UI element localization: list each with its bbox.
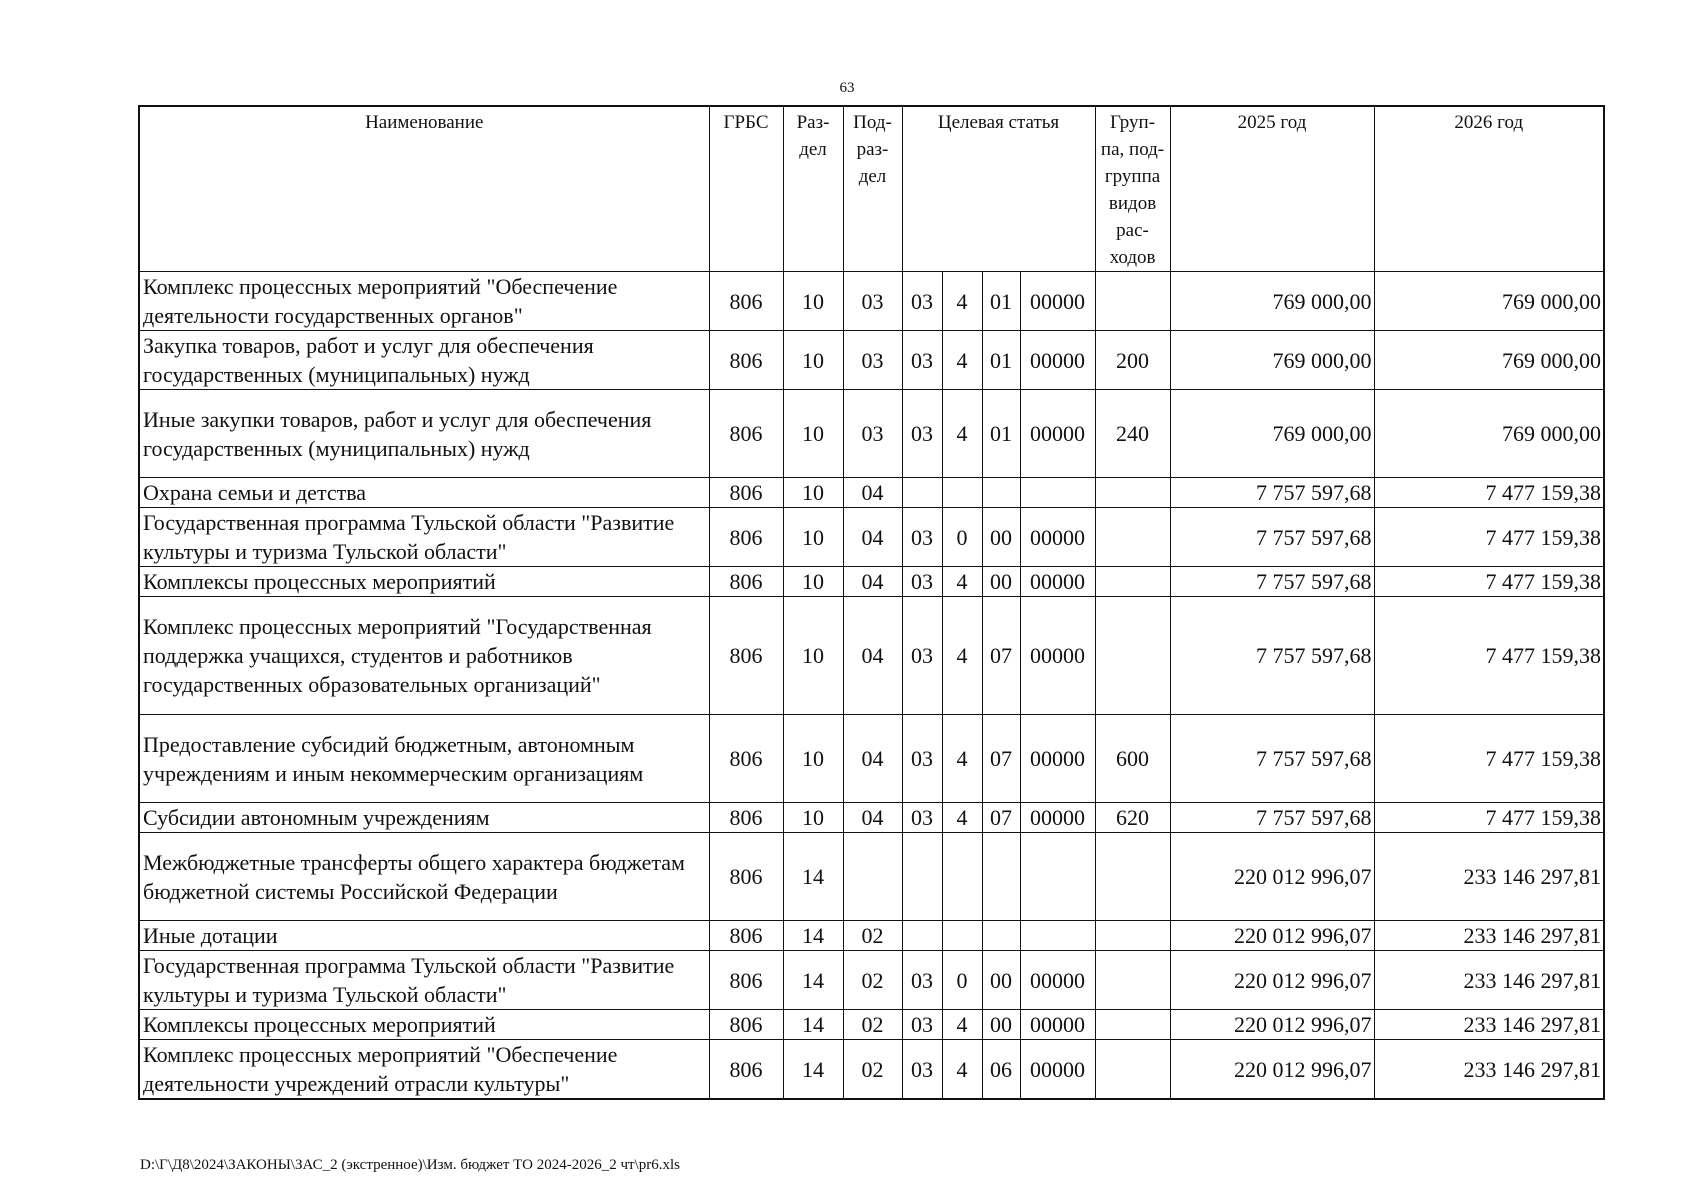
cell-podrazdel: 04 xyxy=(843,715,902,803)
cell-amount-2025: 769 000,00 xyxy=(1170,390,1374,478)
cell-amount-2025: 7 757 597,68 xyxy=(1170,508,1374,567)
cell-podrazdel: 03 xyxy=(843,272,902,331)
cell-target-subprogram: 01 xyxy=(982,390,1020,478)
cell-target-type: 4 xyxy=(942,1010,982,1040)
cell-target-type xyxy=(942,478,982,508)
table-row xyxy=(139,478,1604,508)
cell-grbs: 806 xyxy=(709,951,783,1010)
cell-expense-group xyxy=(1095,508,1170,567)
cell-grbs: 806 xyxy=(709,390,783,478)
cell-amount-2026: 233 146 297,81 xyxy=(1374,833,1604,921)
cell-name: Комплекс процессных мероприятий "Обеспечение деятельности учреждений отрасли культуры" xyxy=(139,1040,709,1100)
cell-amount-2026: 233 146 297,81 xyxy=(1374,921,1604,951)
cell-target-program xyxy=(902,478,942,508)
cell-expense-group xyxy=(1095,597,1170,715)
cell-amount-2026: 7 477 159,38 xyxy=(1374,597,1604,715)
header-name: Наименование xyxy=(139,106,709,272)
cell-target-direction: 00000 xyxy=(1020,715,1095,803)
cell-podrazdel: 03 xyxy=(843,331,902,390)
cell-name: Государственная программа Тульской области "Развитие культуры и туризма Тульской области" xyxy=(139,508,709,567)
cell-target-program: 03 xyxy=(902,1010,942,1040)
cell-grbs: 806 xyxy=(709,331,783,390)
cell-amount-2025: 220 012 996,07 xyxy=(1170,1010,1374,1040)
cell-amount-2025: 220 012 996,07 xyxy=(1170,921,1374,951)
cell-target-direction: 00000 xyxy=(1020,597,1095,715)
header-2026: 2026 год xyxy=(1374,106,1604,272)
cell-amount-2025: 220 012 996,07 xyxy=(1170,833,1374,921)
cell-expense-group xyxy=(1095,1010,1170,1040)
cell-razdel: 14 xyxy=(783,833,843,921)
cell-name: Государственная программа Тульской области "Развитие культуры и туризма Тульской области" xyxy=(139,951,709,1010)
table-row xyxy=(139,715,1604,803)
cell-name: Комплекс процессных мероприятий "Обеспечение деятельности государственных органов" xyxy=(139,272,709,331)
cell-amount-2026: 7 477 159,38 xyxy=(1374,508,1604,567)
cell-target-direction: 00000 xyxy=(1020,951,1095,1010)
cell-target-direction xyxy=(1020,921,1095,951)
cell-amount-2026: 233 146 297,81 xyxy=(1374,1040,1604,1100)
cell-amount-2026: 769 000,00 xyxy=(1374,331,1604,390)
cell-grbs: 806 xyxy=(709,1040,783,1100)
header-target: Целевая статья xyxy=(902,106,1095,272)
cell-razdel: 10 xyxy=(783,803,843,833)
cell-podrazdel: 02 xyxy=(843,1040,902,1100)
cell-amount-2026: 769 000,00 xyxy=(1374,390,1604,478)
cell-target-subprogram xyxy=(982,921,1020,951)
table-row xyxy=(139,272,1604,331)
cell-razdel: 10 xyxy=(783,390,843,478)
cell-amount-2025: 7 757 597,68 xyxy=(1170,715,1374,803)
cell-amount-2025: 220 012 996,07 xyxy=(1170,951,1374,1010)
cell-target-program: 03 xyxy=(902,331,942,390)
cell-razdel: 10 xyxy=(783,567,843,597)
cell-target-direction xyxy=(1020,833,1095,921)
cell-target-program xyxy=(902,833,942,921)
cell-target-subprogram: 01 xyxy=(982,272,1020,331)
table-row xyxy=(139,597,1604,715)
cell-podrazdel xyxy=(843,833,902,921)
cell-razdel: 14 xyxy=(783,1040,843,1100)
cell-target-program: 03 xyxy=(902,508,942,567)
cell-razdel: 14 xyxy=(783,1010,843,1040)
cell-target-type: 4 xyxy=(942,803,982,833)
cell-expense-group xyxy=(1095,1040,1170,1100)
cell-amount-2026: 233 146 297,81 xyxy=(1374,1010,1604,1040)
cell-razdel: 14 xyxy=(783,951,843,1010)
cell-razdel: 10 xyxy=(783,715,843,803)
cell-target-type xyxy=(942,833,982,921)
cell-name: Межбюджетные трансферты общего характера бюджетам бюджетной системы Российской Федерации xyxy=(139,833,709,921)
cell-amount-2026: 769 000,00 xyxy=(1374,272,1604,331)
cell-expense-group xyxy=(1095,272,1170,331)
cell-target-direction: 00000 xyxy=(1020,272,1095,331)
cell-grbs: 806 xyxy=(709,597,783,715)
cell-amount-2025: 769 000,00 xyxy=(1170,331,1374,390)
table-row xyxy=(139,921,1604,951)
cell-podrazdel: 02 xyxy=(843,921,902,951)
cell-target-subprogram: 01 xyxy=(982,331,1020,390)
cell-target-type: 4 xyxy=(942,272,982,331)
cell-target-direction: 00000 xyxy=(1020,331,1095,390)
cell-grbs: 806 xyxy=(709,715,783,803)
header-grbs: ГРБС xyxy=(709,106,783,272)
cell-amount-2026: 233 146 297,81 xyxy=(1374,951,1604,1010)
cell-target-direction: 00000 xyxy=(1020,508,1095,567)
cell-expense-group: 200 xyxy=(1095,331,1170,390)
cell-amount-2026: 7 477 159,38 xyxy=(1374,803,1604,833)
cell-amount-2026: 7 477 159,38 xyxy=(1374,715,1604,803)
cell-target-subprogram: 00 xyxy=(982,1010,1020,1040)
cell-target-subprogram: 00 xyxy=(982,951,1020,1010)
cell-podrazdel: 04 xyxy=(843,803,902,833)
cell-target-subprogram xyxy=(982,833,1020,921)
cell-amount-2025: 7 757 597,68 xyxy=(1170,597,1374,715)
cell-target-type: 4 xyxy=(942,1040,982,1100)
cell-grbs: 806 xyxy=(709,508,783,567)
cell-amount-2026: 7 477 159,38 xyxy=(1374,567,1604,597)
cell-target-program: 03 xyxy=(902,803,942,833)
cell-target-program: 03 xyxy=(902,951,942,1010)
header-razdel: Раз- дел xyxy=(783,106,843,272)
cell-expense-group: 600 xyxy=(1095,715,1170,803)
cell-podrazdel: 04 xyxy=(843,597,902,715)
cell-name: Комплексы процессных мероприятий xyxy=(139,1010,709,1040)
table-row xyxy=(139,331,1604,390)
cell-podrazdel: 02 xyxy=(843,951,902,1010)
cell-razdel: 10 xyxy=(783,331,843,390)
cell-razdel: 10 xyxy=(783,272,843,331)
cell-razdel: 10 xyxy=(783,478,843,508)
table-row xyxy=(139,390,1604,478)
cell-expense-group: 240 xyxy=(1095,390,1170,478)
cell-name: Комплексы процессных мероприятий xyxy=(139,567,709,597)
cell-podrazdel: 03 xyxy=(843,390,902,478)
cell-target-program: 03 xyxy=(902,597,942,715)
cell-target-program: 03 xyxy=(902,272,942,331)
cell-amount-2025: 7 757 597,68 xyxy=(1170,803,1374,833)
cell-podrazdel: 04 xyxy=(843,478,902,508)
cell-target-program: 03 xyxy=(902,390,942,478)
table-row xyxy=(139,951,1604,1010)
table-row xyxy=(139,1010,1604,1040)
cell-target-program: 03 xyxy=(902,1040,942,1100)
cell-target-direction: 00000 xyxy=(1020,1040,1095,1100)
cell-target-type: 4 xyxy=(942,567,982,597)
cell-target-type: 4 xyxy=(942,715,982,803)
cell-target-type: 0 xyxy=(942,951,982,1010)
footer-file-path: D:\Г\Д8\2024\ЗАКОНЫ\ЗАС_2 (экстренное)\Изм. бюджет ТО 2024-2026_2 чт\pr6.xls xyxy=(140,1157,680,1173)
cell-expense-group xyxy=(1095,567,1170,597)
cell-target-direction: 00000 xyxy=(1020,803,1095,833)
cell-target-direction: 00000 xyxy=(1020,1010,1095,1040)
cell-expense-group xyxy=(1095,833,1170,921)
cell-target-subprogram: 00 xyxy=(982,508,1020,567)
cell-grbs: 806 xyxy=(709,478,783,508)
table-row xyxy=(139,508,1604,567)
cell-podrazdel: 04 xyxy=(843,567,902,597)
cell-grbs: 806 xyxy=(709,272,783,331)
table-row xyxy=(139,567,1604,597)
cell-target-subprogram: 07 xyxy=(982,803,1020,833)
cell-expense-group: 620 xyxy=(1095,803,1170,833)
cell-razdel: 10 xyxy=(783,508,843,567)
cell-name: Субсидии автономным учреждениям xyxy=(139,803,709,833)
budget-table xyxy=(138,105,1605,1100)
cell-amount-2025: 769 000,00 xyxy=(1170,272,1374,331)
table-row xyxy=(139,803,1604,833)
cell-target-subprogram xyxy=(982,478,1020,508)
cell-target-program: 03 xyxy=(902,567,942,597)
cell-target-direction: 00000 xyxy=(1020,390,1095,478)
cell-grbs: 806 xyxy=(709,803,783,833)
header-2025: 2025 год xyxy=(1170,106,1374,272)
cell-amount-2025: 7 757 597,68 xyxy=(1170,567,1374,597)
cell-target-type: 4 xyxy=(942,331,982,390)
cell-name: Закупка товаров, работ и услуг для обеспечения государственных (муниципальных) нужд xyxy=(139,331,709,390)
cell-podrazdel: 02 xyxy=(843,1010,902,1040)
cell-target-program: 03 xyxy=(902,715,942,803)
cell-name: Предоставление субсидий бюджетным, автономным учреждениям и иным некоммерческим организациям xyxy=(139,715,709,803)
cell-grbs: 806 xyxy=(709,833,783,921)
cell-target-subprogram: 07 xyxy=(982,715,1020,803)
cell-target-subprogram: 00 xyxy=(982,567,1020,597)
cell-target-subprogram: 07 xyxy=(982,597,1020,715)
cell-name: Иные закупки товаров, работ и услуг для обеспечения государственных (муниципальных) нужд xyxy=(139,390,709,478)
cell-target-type xyxy=(942,921,982,951)
cell-expense-group xyxy=(1095,921,1170,951)
cell-grbs: 806 xyxy=(709,567,783,597)
cell-target-type: 4 xyxy=(942,390,982,478)
cell-grbs: 806 xyxy=(709,921,783,951)
header-group: Груп- па, под- группа видов рас- ходов xyxy=(1095,106,1170,272)
cell-target-direction: 00000 xyxy=(1020,567,1095,597)
cell-target-type: 0 xyxy=(942,508,982,567)
cell-amount-2025: 220 012 996,07 xyxy=(1170,1040,1374,1100)
table-header-row xyxy=(139,106,1604,272)
cell-amount-2026: 7 477 159,38 xyxy=(1374,478,1604,508)
cell-podrazdel: 04 xyxy=(843,508,902,567)
cell-name: Охрана семьи и детства xyxy=(139,478,709,508)
cell-grbs: 806 xyxy=(709,1010,783,1040)
cell-target-direction xyxy=(1020,478,1095,508)
cell-target-program xyxy=(902,921,942,951)
cell-razdel: 14 xyxy=(783,921,843,951)
header-podrazdel: Под- раз- дел xyxy=(843,106,902,272)
cell-name: Иные дотации xyxy=(139,921,709,951)
table-row xyxy=(139,833,1604,921)
cell-amount-2025: 7 757 597,68 xyxy=(1170,478,1374,508)
page-number: 63 xyxy=(839,80,855,96)
cell-target-type: 4 xyxy=(942,597,982,715)
cell-razdel: 10 xyxy=(783,597,843,715)
table-row xyxy=(139,1040,1604,1100)
cell-name: Комплекс процессных мероприятий "Государственная поддержка учащихся, студентов и работников государственных образовательных организаций" xyxy=(139,597,709,715)
cell-expense-group xyxy=(1095,478,1170,508)
cell-target-subprogram: 06 xyxy=(982,1040,1020,1100)
cell-expense-group xyxy=(1095,951,1170,1010)
